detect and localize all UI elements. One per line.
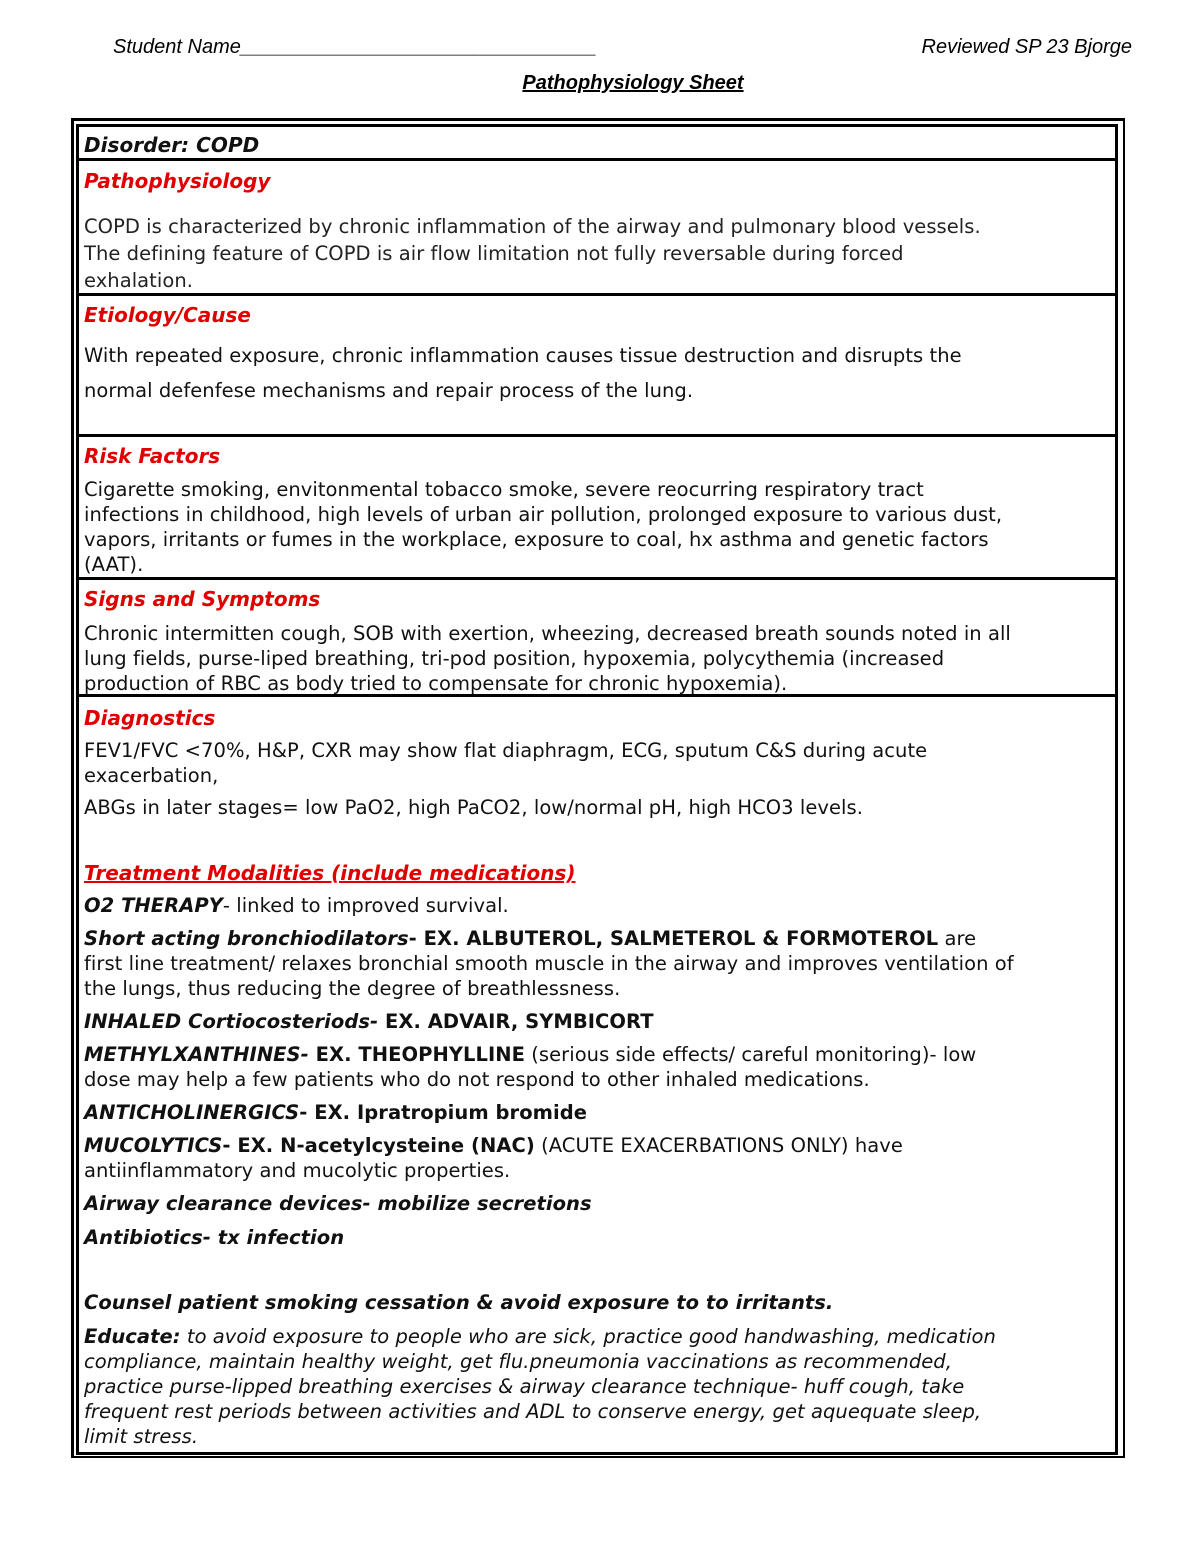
- risk-factors-line: (AAT).: [84, 553, 144, 576]
- etiology-section: [76, 303, 1118, 408]
- educate-label: Educate:: [84, 1325, 181, 1348]
- anticholinergics-examples: - EX. Ipratropium bromide: [299, 1101, 588, 1124]
- diagnostics-line: exacerbation,: [84, 764, 219, 787]
- educate-line: frequent rest periods between activities and ADL to conserve energy, get aquequate sleep,: [84, 1400, 982, 1423]
- treatment-heading: Treatment Modalities (include medications): [84, 861, 576, 885]
- mucolytics-label: MUCOLYTICS: [84, 1134, 223, 1157]
- risk-factors-line: Cigarette smoking, envitonmental tobacco smoke, severe reocurring respiratory tract: [84, 478, 924, 501]
- educate-line: limit stress.: [84, 1425, 199, 1448]
- mucolytics-text: (ACUTE EXACERBATIONS ONLY) have: [534, 1134, 903, 1157]
- risk-factors-line: vapors, irritants or fumes in the workplace, exposure to coal, hx asthma and genetic factors: [84, 528, 989, 551]
- diagnostics-line: ABGs in later stages= low PaO2, high PaCO2, low/normal pH, high HCO3 levels.: [84, 796, 863, 819]
- divider: [76, 293, 1118, 296]
- diagnostics-text: [84, 738, 1118, 820]
- diagnostics-section: [76, 706, 1118, 1449]
- pathophysiology-line: exhalation.: [84, 269, 193, 292]
- pathophysiology-heading: Pathophysiology: [84, 169, 271, 193]
- saba-text: are: [938, 927, 977, 950]
- methylxanthines-examples: EX. THEOPHYLLINE: [308, 1043, 525, 1066]
- signs-line: production of RBC as body tried to compensate for chronic hypoxemia).: [84, 672, 788, 695]
- disorder-title: Disorder: COPD: [84, 133, 260, 157]
- o2-therapy-text: - linked to improved survival.: [222, 894, 509, 917]
- pathophysiology-section: [76, 169, 1118, 294]
- risk-factors-heading: Risk Factors: [84, 444, 221, 468]
- risk-factors-line: infections in childhood, high levels of urban air pollution, prolonged exposure to various dust,: [84, 503, 1003, 526]
- anticholinergics-label: ANTICHOLINERGICS: [84, 1101, 300, 1124]
- divider: [76, 434, 1118, 437]
- reviewed-note: Reviewed SP 23 Bjorge: [921, 36, 1132, 58]
- etiology-text: [84, 338, 1118, 408]
- treatment-list: [84, 893, 1118, 1449]
- etiology-heading: Etiology/Cause: [84, 303, 251, 327]
- ics-item: [84, 1009, 1118, 1034]
- diagnostics-line: FEV1/FVC <70%, H&P, CXR may show flat diaphragm, ECG, sputum C&S during acute: [84, 739, 928, 762]
- ics-examples: EX. ADVAIR, SYMBICORT: [378, 1010, 654, 1033]
- methylxanthines-item: [84, 1042, 1118, 1067]
- saba-line: the lungs, thus reducing the degree of breathlessness.: [84, 977, 621, 1000]
- counsel-item: Counsel patient smoking cessation & avoid exposure to to irritants.: [84, 1291, 834, 1314]
- signs-heading: Signs and Symptoms: [84, 587, 321, 611]
- educate-text: to avoid exposure to people who are sick, practice good handwashing, medication: [180, 1325, 996, 1348]
- methylxanthines-label: METHYLXANTHINES-: [84, 1043, 309, 1066]
- signs-line: lung fields, purse-liped breathing, tri-pod position, hypoxemia, polycythemia (increased: [84, 647, 945, 670]
- saba-examples: - EX. ALBUTEROL, SALMETEROL & FORMOTEROL: [408, 927, 939, 950]
- airway-clearance-item: Airway clearance devices- mobilize secretions: [84, 1192, 592, 1215]
- methylxanthines-line: dose may help a few patients who do not respond to other inhaled medications.: [84, 1068, 870, 1091]
- ics-label: INHALED Cortiocosteriods-: [84, 1010, 379, 1033]
- educate-item: [84, 1324, 1118, 1349]
- saba-line: first line treatment/ relaxes bronchial smooth muscle in the airway and improves ventilation of: [84, 952, 1014, 975]
- divider: [76, 694, 1118, 697]
- divider: [76, 158, 1118, 161]
- signs-text: [84, 621, 1118, 696]
- pathophysiology-line: COPD is characterized by chronic inflammation of the airway and pulmonary blood vessels.: [84, 215, 981, 238]
- educate-line: compliance, maintain healthy weight, get flu.pneumonia vaccinations as recommended,: [84, 1350, 952, 1373]
- o2-therapy-item: [84, 893, 1118, 918]
- etiology-line: With repeated exposure, chronic inflammation causes tissue destruction and disrupts the: [84, 344, 962, 367]
- divider: [76, 577, 1118, 580]
- risk-factors-text: [84, 477, 1118, 577]
- pathophysiology-line: The defining feature of COPD is air flow limitation not fully reversable during forced: [84, 242, 904, 265]
- sheet-title: Pathophysiology Sheet: [522, 72, 744, 94]
- pathophysiology-text: [84, 213, 1118, 294]
- mucolytics-examples: - EX. N-acetylcysteine (NAC): [222, 1134, 535, 1157]
- anticholinergics-item: [84, 1100, 1118, 1125]
- disorder-row: [76, 133, 1118, 158]
- risk-factors-section: [76, 444, 1118, 577]
- saba-item: [84, 926, 1118, 951]
- educate-line: practice purse-lipped breathing exercises & airway clearance technique- huff cough, take: [84, 1375, 965, 1398]
- saba-label: Short acting bronchiodilators: [84, 927, 409, 950]
- diagnostics-heading: Diagnostics: [84, 706, 216, 730]
- antibiotics-item: Antibiotics- tx infection: [84, 1226, 345, 1249]
- signs-section: [76, 587, 1118, 696]
- signs-line: Chronic intermitten cough, SOB with exertion, wheezing, decreased breath sounds noted in all: [84, 622, 1011, 645]
- etiology-line: normal defenfese mechanisms and repair process of the lung.: [84, 379, 694, 402]
- o2-therapy-label: O2 THERAPY: [84, 894, 223, 917]
- mucolytics-item: [84, 1133, 1118, 1158]
- methylxanthines-text: (serious side effects/ careful monitoring)- low: [525, 1043, 977, 1066]
- mucolytics-line: antiinflammatory and mucolytic properties.: [84, 1159, 511, 1182]
- student-name-field: Student Name________________________________: [113, 36, 597, 58]
